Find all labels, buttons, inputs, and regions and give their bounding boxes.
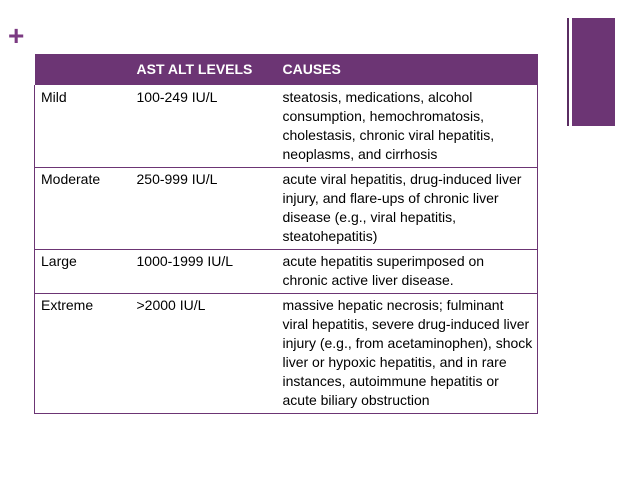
header-cell-empty — [35, 54, 131, 85]
header-cell-levels: AST ALT LEVELS — [136, 61, 253, 77]
severity-cell: Mild — [35, 85, 131, 168]
causes-cell: acute viral hepatitis, drug-induced liver injury, and flare-ups of chronic liver disease (e.g., viral hepatitis, steatohepatitis) — [277, 168, 538, 250]
causes-cell: acute hepatitis superimposed on chronic active liver disease. — [277, 250, 538, 294]
range-cell: >2000 IU/L — [131, 294, 277, 414]
ast-alt-levels-table — [34, 54, 538, 414]
severity-cell: Moderate — [35, 168, 131, 250]
table-row — [35, 250, 538, 294]
decorative-bar-thick — [572, 18, 615, 126]
range-cell: 100-249 IU/L — [131, 85, 277, 168]
range-cell: 250-999 IU/L — [131, 168, 277, 250]
severity-cell: Extreme — [35, 294, 131, 414]
table-row — [35, 294, 538, 414]
causes-cell: massive hepatic necrosis; fulminant viral hepatitis, severe drug-induced liver injury (e.g., from acetaminophen), shock liver or hypoxic hepatitis, and in rare instances, autoimmune hepatitis or acute biliary obstruction — [277, 294, 538, 414]
table-header-row — [35, 54, 538, 85]
plus-icon: + — [8, 20, 25, 51]
table-row — [35, 168, 538, 250]
severity-cell: Large — [35, 250, 131, 294]
range-cell: 1000-1999 IU/L — [131, 250, 277, 294]
decorative-bar-thin — [567, 18, 569, 126]
table-row — [35, 85, 538, 168]
header-cell-causes: CAUSES — [282, 61, 341, 77]
causes-cell: steatosis, medications, alcohol consumption, hemochromatosis, cholestasis, chronic viral hepatitis, neoplasms, and cirrhosis — [277, 85, 538, 168]
